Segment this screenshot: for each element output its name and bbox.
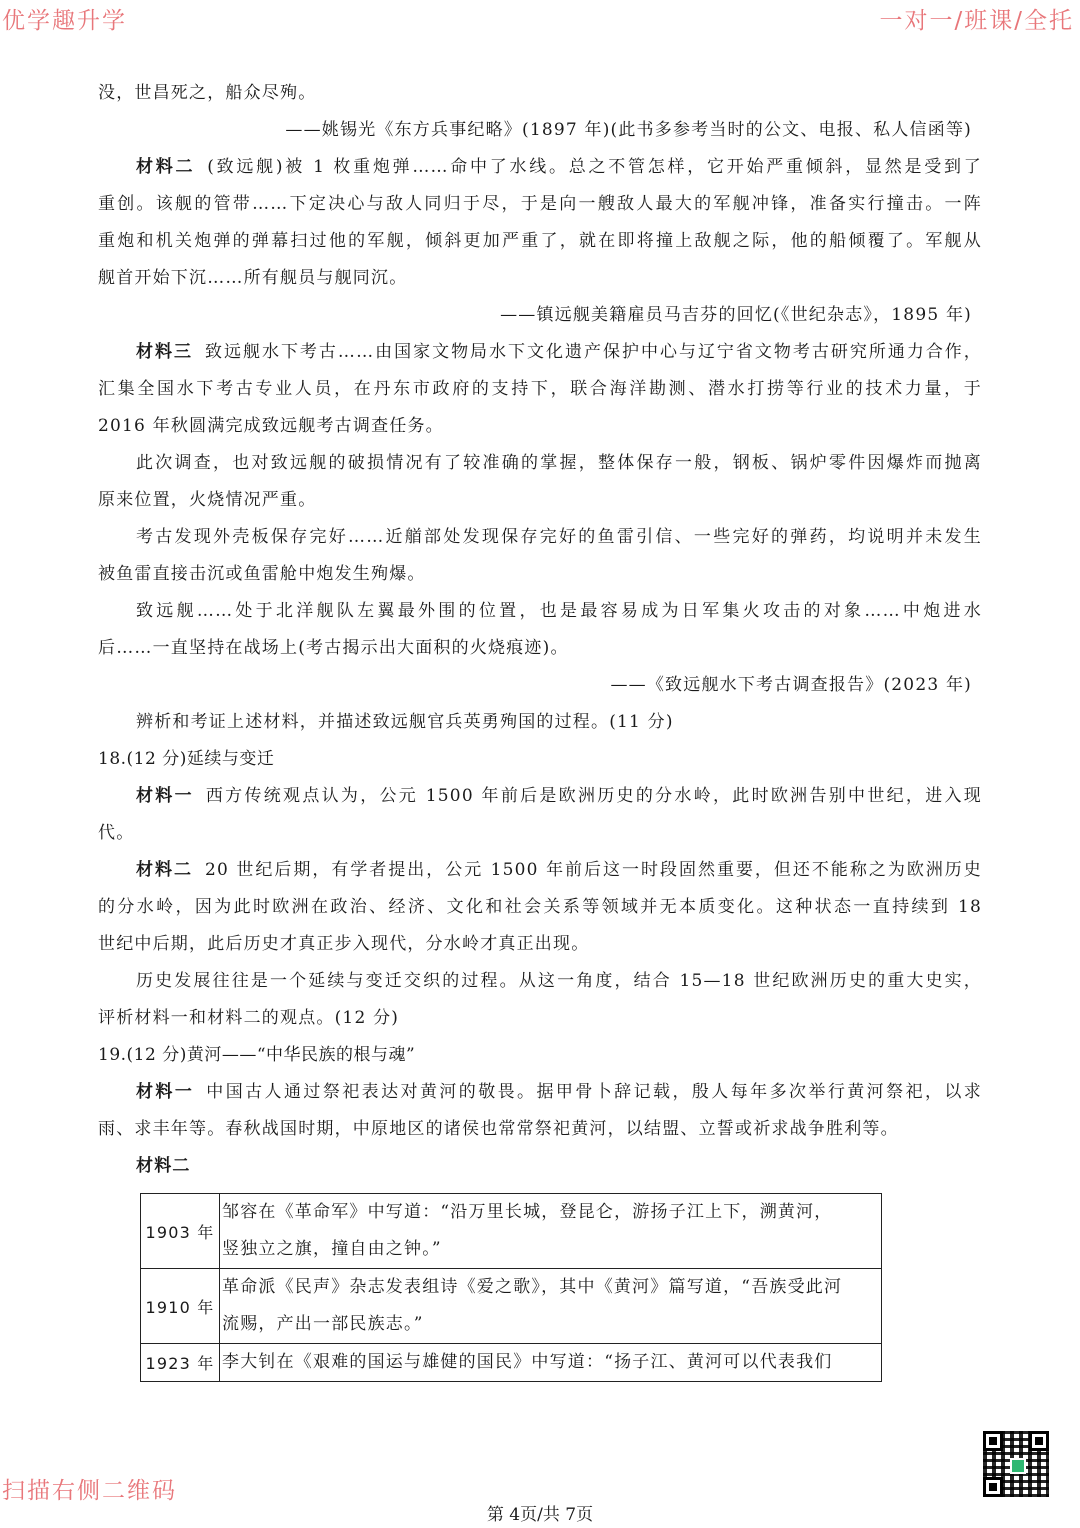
material-3-line: 材料三 致远舰水下考古……由国家文物局水下文化遗产保护中心与辽宁省文物考古研究所通力合作， bbox=[136, 342, 982, 362]
q18-material-2-line: 的分水岭，因为此时欧洲在政治、经济、文化和社会关系等领域并无本质变化。这种状态一直持续到 18 bbox=[98, 897, 982, 917]
table-text-line: 竖独立之旗，撞自由之钟。” bbox=[222, 1239, 442, 1259]
table-text-cell bbox=[220, 1194, 882, 1269]
watermark-top-right: 一对一/班课/全托 bbox=[879, 8, 1074, 34]
q18-material-2-line: 世纪中后期，此后历史才真正步入现代，分水岭才真正出现。 bbox=[98, 934, 590, 954]
table-text-cell bbox=[220, 1269, 882, 1344]
material-1-tail: 没，世昌死之，船众尽殉。 bbox=[98, 83, 317, 103]
page-content bbox=[98, 75, 982, 1185]
table-row bbox=[141, 1194, 882, 1269]
table-text-line: 李大钊在《艰难的国运与雄健的国民》中写道：“扬子江、黄河可以代表我们 bbox=[222, 1352, 833, 1372]
question-18-header: 18.(12 分)延续与变迁 bbox=[98, 749, 275, 769]
table-text-cell bbox=[220, 1344, 882, 1382]
qr-code-icon[interactable] bbox=[983, 1431, 1049, 1497]
material-label: 材料三 bbox=[136, 342, 193, 362]
material-label: 材料一 bbox=[136, 786, 194, 806]
material-2-source: ——镇远舰美籍雇员马吉芬的回忆(《世纪杂志》，1895 年) bbox=[500, 305, 972, 325]
table-year-cell: 1910 年 bbox=[141, 1269, 220, 1344]
material-1-source: ——姚锡光《东方兵事纪略》(1897 年)(此书多参考当时的公文、电报、私人信函等) bbox=[285, 120, 972, 140]
table-row bbox=[141, 1344, 882, 1382]
table-row bbox=[141, 1269, 882, 1344]
watermark-bottom-left: 扫描右侧二维码 bbox=[2, 1478, 177, 1504]
paragraph-line: 考古发现外壳板保存完好……近艏部处发现保存完好的鱼雷引信、一些完好的弹药，均说明并未发生 bbox=[136, 527, 982, 547]
q19-material-1-line: 雨、求丰年等。春秋战国时期，中原地区的诸侯也常常祭祀黄河，以结盟、立誓或祈求战争胜利等。 bbox=[98, 1119, 899, 1139]
watermark-top-left: 优学趣升学 bbox=[2, 8, 127, 34]
question-task: 辨析和考证上述材料，并描述致远舰官兵英勇殉国的过程。(11 分) bbox=[136, 712, 674, 732]
material-2-line: 重炮和机关炮弹的弹幕扫过他的军舰，倾斜更加严重了，就在即将撞上敌舰之际，他的船倾覆了。军舰从 bbox=[98, 231, 982, 251]
q19-material-2-label: 材料二 bbox=[136, 1156, 191, 1176]
q18-material-1-line: 材料一 西方传统观点认为，公元 1500 年前后是欧洲历史的分水岭，此时欧洲告别中世纪，进入现 bbox=[136, 786, 982, 806]
question-19-header: 19.(12 分)黄河——“中华民族的根与魂” bbox=[98, 1045, 416, 1065]
paragraph-line: 后……一直坚持在战场上(考古揭示出大面积的火烧痕迹)。 bbox=[98, 638, 569, 658]
table-text-line: 革命派《民声》杂志发表组诗《爱之歌》，其中《黄河》篇写道，“吾族受此河 bbox=[222, 1277, 843, 1297]
q18-task-line: 评析材料一和材料二的观点。(12 分) bbox=[98, 1008, 400, 1028]
paragraph-line: 致远舰……处于北洋舰队左翼最外围的位置，也是最容易成为日军集火攻击的对象……中炮进水 bbox=[136, 601, 982, 621]
q18-task-line: 历史发展往往是一个延续与变迁交织的过程。从这一角度，结合 15—18 世纪欧洲历史的重大史实， bbox=[136, 971, 982, 991]
q18-material-1-line: 代。 bbox=[98, 823, 135, 843]
paragraph-line: 原来位置，火烧情况严重。 bbox=[98, 490, 317, 510]
table-year-cell: 1923 年 bbox=[141, 1344, 220, 1382]
paragraph-line: 此次调查，也对致远舰的破损情况有了较准确的掌握，整体保存一般，钢板、锅炉零件因爆炸而抛离 bbox=[136, 453, 982, 473]
table-year-cell: 1903 年 bbox=[141, 1194, 220, 1269]
material-2-line: 材料二 (致远舰)被 1 枚重炮弹……命中了水线。总之不管怎样，它开始严重倾斜，显然是受到了 bbox=[136, 157, 982, 177]
q19-material-1-line: 材料一 中国古人通过祭祀表达对黄河的敬畏。据甲骨卜辞记载，殷人每年多次举行黄河祭祀，以求 bbox=[136, 1082, 982, 1102]
material-label: 材料二 bbox=[136, 157, 196, 177]
material-3-source: ——《致远舰水下考古调查报告》(2023 年) bbox=[610, 675, 972, 695]
material-label: 材料二 bbox=[136, 860, 193, 880]
material-2-table bbox=[140, 1193, 882, 1382]
material-2-line: 舰首开始下沉……所有舰员与舰同沉。 bbox=[98, 268, 408, 288]
paragraph-line: 被鱼雷直接击沉或鱼雷舱中炮发生殉爆。 bbox=[98, 564, 426, 584]
material-3-line: 2016 年秋圆满完成致远舰考古调查任务。 bbox=[98, 416, 444, 436]
q18-material-2-line: 材料二 20 世纪后期，有学者提出，公元 1500 年前后这一时段固然重要，但还不能称之为欧洲历史 bbox=[136, 860, 982, 880]
material-2-line: 重创。该舰的管带……下定决心与敌人同归于尽，于是向一艘敌人最大的军舰冲锋，准备实行撞击。一阵 bbox=[98, 194, 982, 214]
table-text-line: 邹容在《革命军》中写道：“沿万里长城，登昆仑，游扬子江上下，溯黄河， bbox=[222, 1202, 833, 1222]
material-3-line: 汇集全国水下考古专业人员，在丹东市政府的支持下，联合海洋勘测、潜水打捞等行业的技术力量，于 bbox=[98, 379, 982, 399]
material-label: 材料一 bbox=[136, 1082, 195, 1102]
page-number: 第 4页/共 7页 bbox=[486, 1505, 594, 1525]
table-text-line: 流赐，产出一部民族志。” bbox=[222, 1314, 424, 1334]
